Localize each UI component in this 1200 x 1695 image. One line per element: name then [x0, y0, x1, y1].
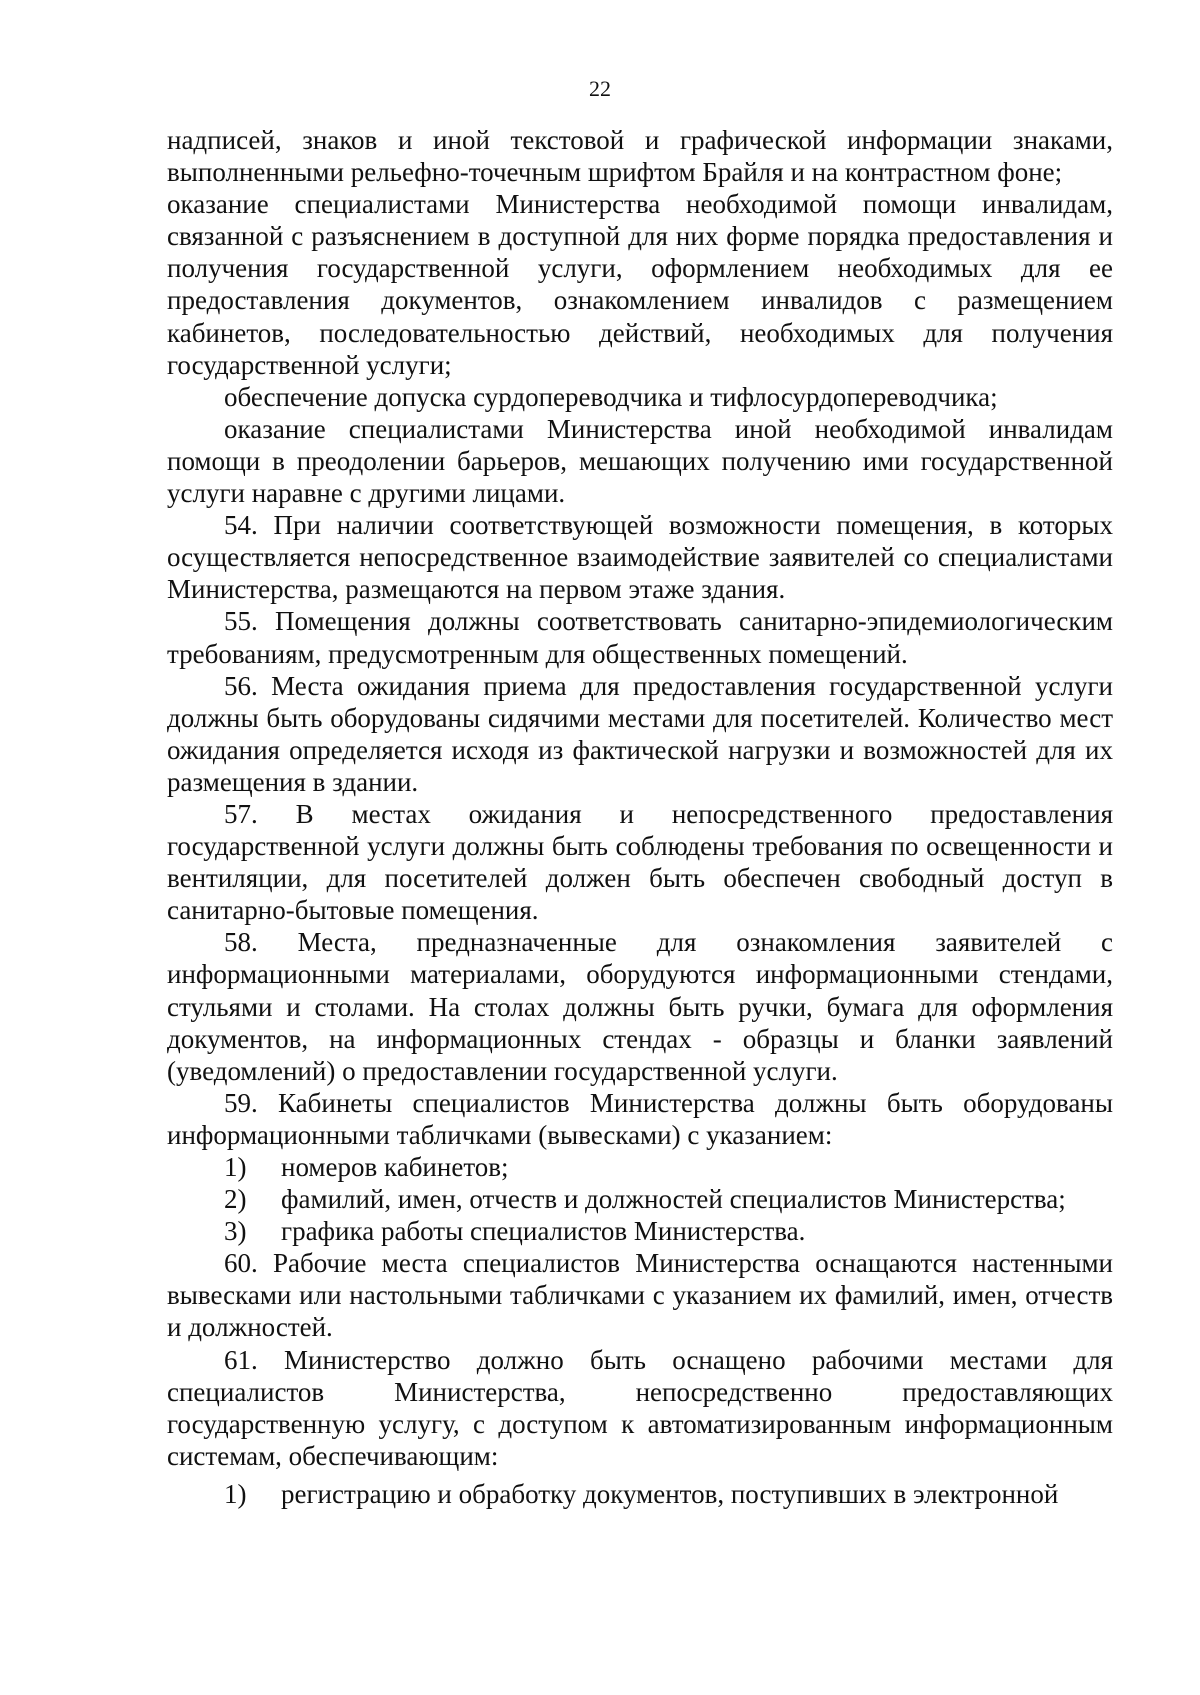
paragraph-sign-interpreter: обеспечение допуска сурдопереводчика и тифлосурдопереводчика; — [224, 381, 998, 412]
paragraph-59: 59. Кабинеты специалистов Министерства должны быть оборудованы информационными табличками (вывесками) с указанием: — [167, 1087, 1113, 1150]
paragraph-57: 57. В местах ожидания и непосредственного предоставления государственной услуги должны быть соблюдены требования по освещенности и вентиляции, для посетителей должен быть обеспечен свободный доступ в санитарно-бытовые помещения. — [167, 798, 1113, 926]
paragraph-55: 55. Помещения должны соответствовать санитарно-эпидемиологическим требованиям, предусмотренным для общественных помещений. — [167, 606, 1113, 669]
list-text: регистрацию и обработку документов, поступивших в электронной — [281, 1478, 1059, 1509]
list-number: 3) — [224, 1216, 247, 1247]
paragraph-specialist-assistance: оказание специалистами Министерства необходимой помощи инвалидам, связанной с разъяснением в доступной для них форме порядка предоставления и получения государственной услуги, оформлением необходимых для ее предоставления документов, ознакомлением инвалидов с размещением кабинетов, последовательностью действий, необходимых для получения государственной услуги; — [167, 189, 1113, 380]
list-number: 1) — [224, 1478, 247, 1509]
paragraph-56: 56. Места ожидания приема для предоставления государственной услуги должны быть оборудованы сидячими местами для посетителей. Количество мест ожидания определяется исходя из фактической нагрузки и возможностей для их размещения в здании. — [167, 670, 1113, 797]
list-text: фамилий, имен, отчеств и должностей специалистов Министерства; — [281, 1184, 1066, 1215]
page-number: 22 — [589, 76, 611, 101]
list-number: 1) — [224, 1152, 247, 1182]
paragraph-braille-signs: надписей, знаков и иной текстовой и графической информации знаками, выполненными рельефно-точечным шрифтом Брайля и на контрастном фоне; — [167, 125, 1113, 188]
list-text: графика работы специалистов Министерства. — [281, 1216, 806, 1247]
paragraph-60: 60. Рабочие места специалистов Министерства оснащаются настенными вывесками или настольными табличками с указанием их фамилий, имен, отчеств и должностей. — [167, 1248, 1113, 1343]
list-number: 2) — [224, 1184, 247, 1215]
list-item — [167, 1215, 1113, 1247]
paragraph-barrier-assistance: оказание специалистами Министерства иной необходимой инвалидам помощи в преодолении барьеров, мешающих получению ими государственной услуги наравне с другими лицами. — [167, 413, 1113, 509]
body-text — [167, 124, 1113, 1510]
list-item — [167, 1478, 1113, 1510]
list-item — [167, 1151, 1113, 1183]
paragraph-58: 58. Места, предназначенные для ознакомления заявителей с информационными материалами, оборудуются информационными стендами, стульями и столами. На столах должны быть ручки, бумага для оформления документов, на информационных стендах - образцы и бланки заявлений (уведомлений) о предоставлении государственной услуги. — [167, 927, 1113, 1086]
list-item — [167, 1183, 1113, 1215]
list-text: номеров кабинетов; — [281, 1152, 509, 1182]
paragraph-54: 54. При наличии соответствующей возможности помещения, в которых осуществляется непосредственное взаимодействие заявителей со специалистами Министерства, размещаются на первом этаже здания. — [167, 510, 1113, 605]
paragraph-61: 61. Министерство должно быть оснащено рабочими местами для специалистов Министерства, непосредственно предоставляющих государственную услугу, с доступом к автоматизированным информационным системам, обеспечивающим: — [167, 1344, 1113, 1471]
